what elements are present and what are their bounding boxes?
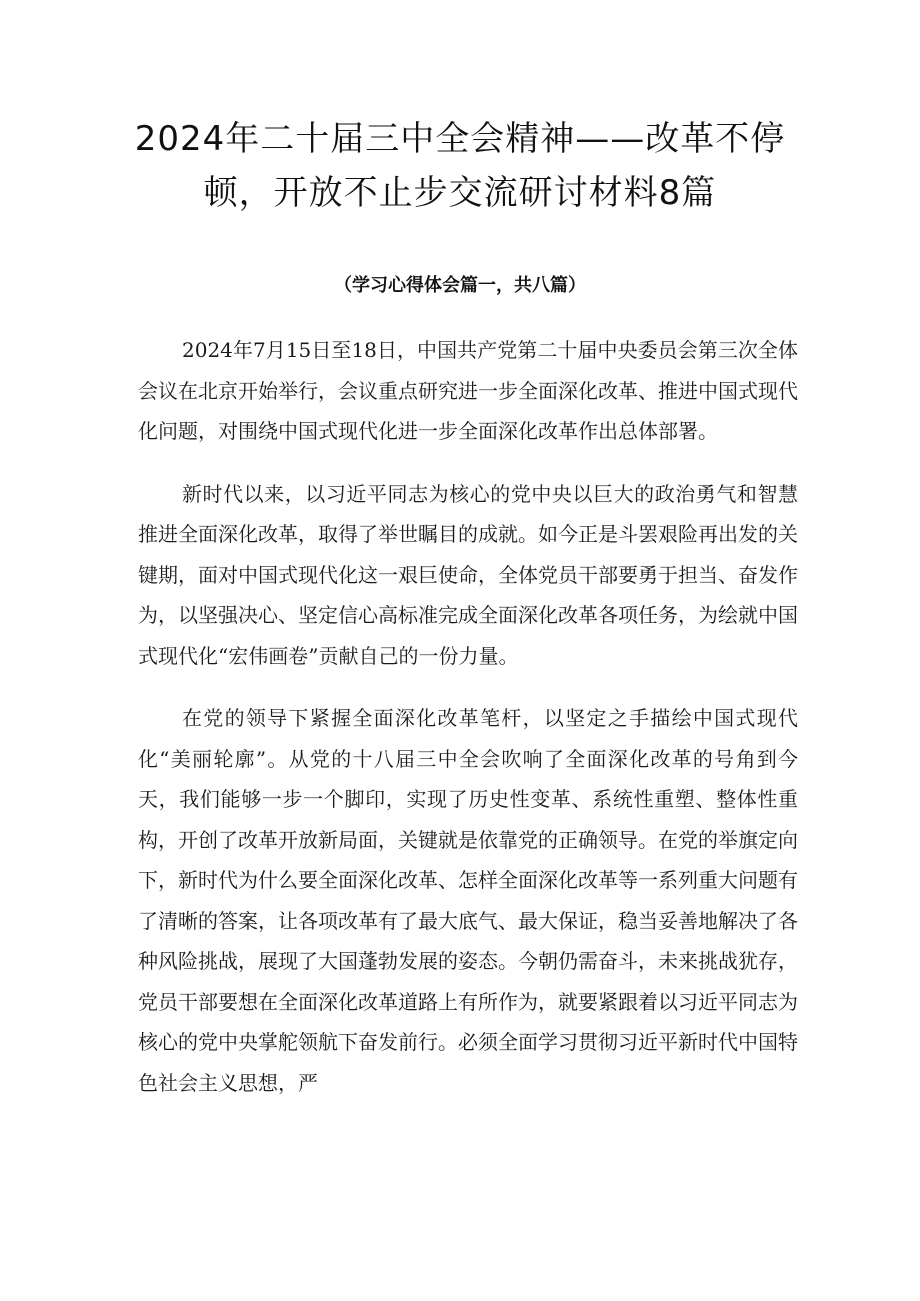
document-title xyxy=(120,112,800,220)
paragraph-1: 2024年7月15日至18日，中国共产党第二十届中央委员会第三次全体会议在北京开始举行，会议重点研究进一步全面深化改革、推进中国式现代化问题，对围绕中国式现代化进一步全面深化改革作出总体部署。 xyxy=(138,338,798,443)
document-body xyxy=(138,330,798,1103)
document-title-line-2: 顿，开放不止步交流研讨材料8篇 xyxy=(203,173,717,213)
paragraph-2: 新时代以来，以习近平同志为核心的党中央以巨大的政治勇气和智慧推进全面深化改革，取得了举世瞩目的成就。如今正是斗罢艰险再出发的关键期，面对中国式现代化这一艰巨使命，全体党员干部要勇于担当、奋发作为，以坚强决心、坚定信心高标准完成全面深化改革各项任务，为绘就中国式现代化“宏伟画卷”贡献自己的一份力量。 xyxy=(138,481,798,668)
document-title-line-1: 2024年二十届三中全会精神——改革不停 xyxy=(134,119,786,159)
paragraph-3: 在党的领导下紧握全面深化改革笔杆，以坚定之手描绘中国式现代化“美丽轮廓”。从党的十八届三中全会吹响了全面深化改革的号角到今天，我们能够一步一个脚印，实现了历史性变革、系统性重塑、整体性重构，开创了改革开放新局面，关键就是依靠党的正确领导。在党的举旗定向下，新时代为什么要全面深化改革、怎样全面深化改革等一系列重大问题有了清晰的答案，让各项改革有了最大底气、最大保证，稳当妥善地解决了各种风险挑战，展现了大国蓬勃发展的姿态。今朝仍需奋斗，未来挑战犹存，党员干部要想在全面深化改革道路上有所作为，就要紧跟着以习近平同志为核心的党中央掌舵领航下奋发前行。必须全面学习贯彻习近平新时代中国特色社会主义思想，严 xyxy=(138,706,798,1095)
document-subtitle: （学习心得体会篇一，共八篇） xyxy=(334,275,586,296)
